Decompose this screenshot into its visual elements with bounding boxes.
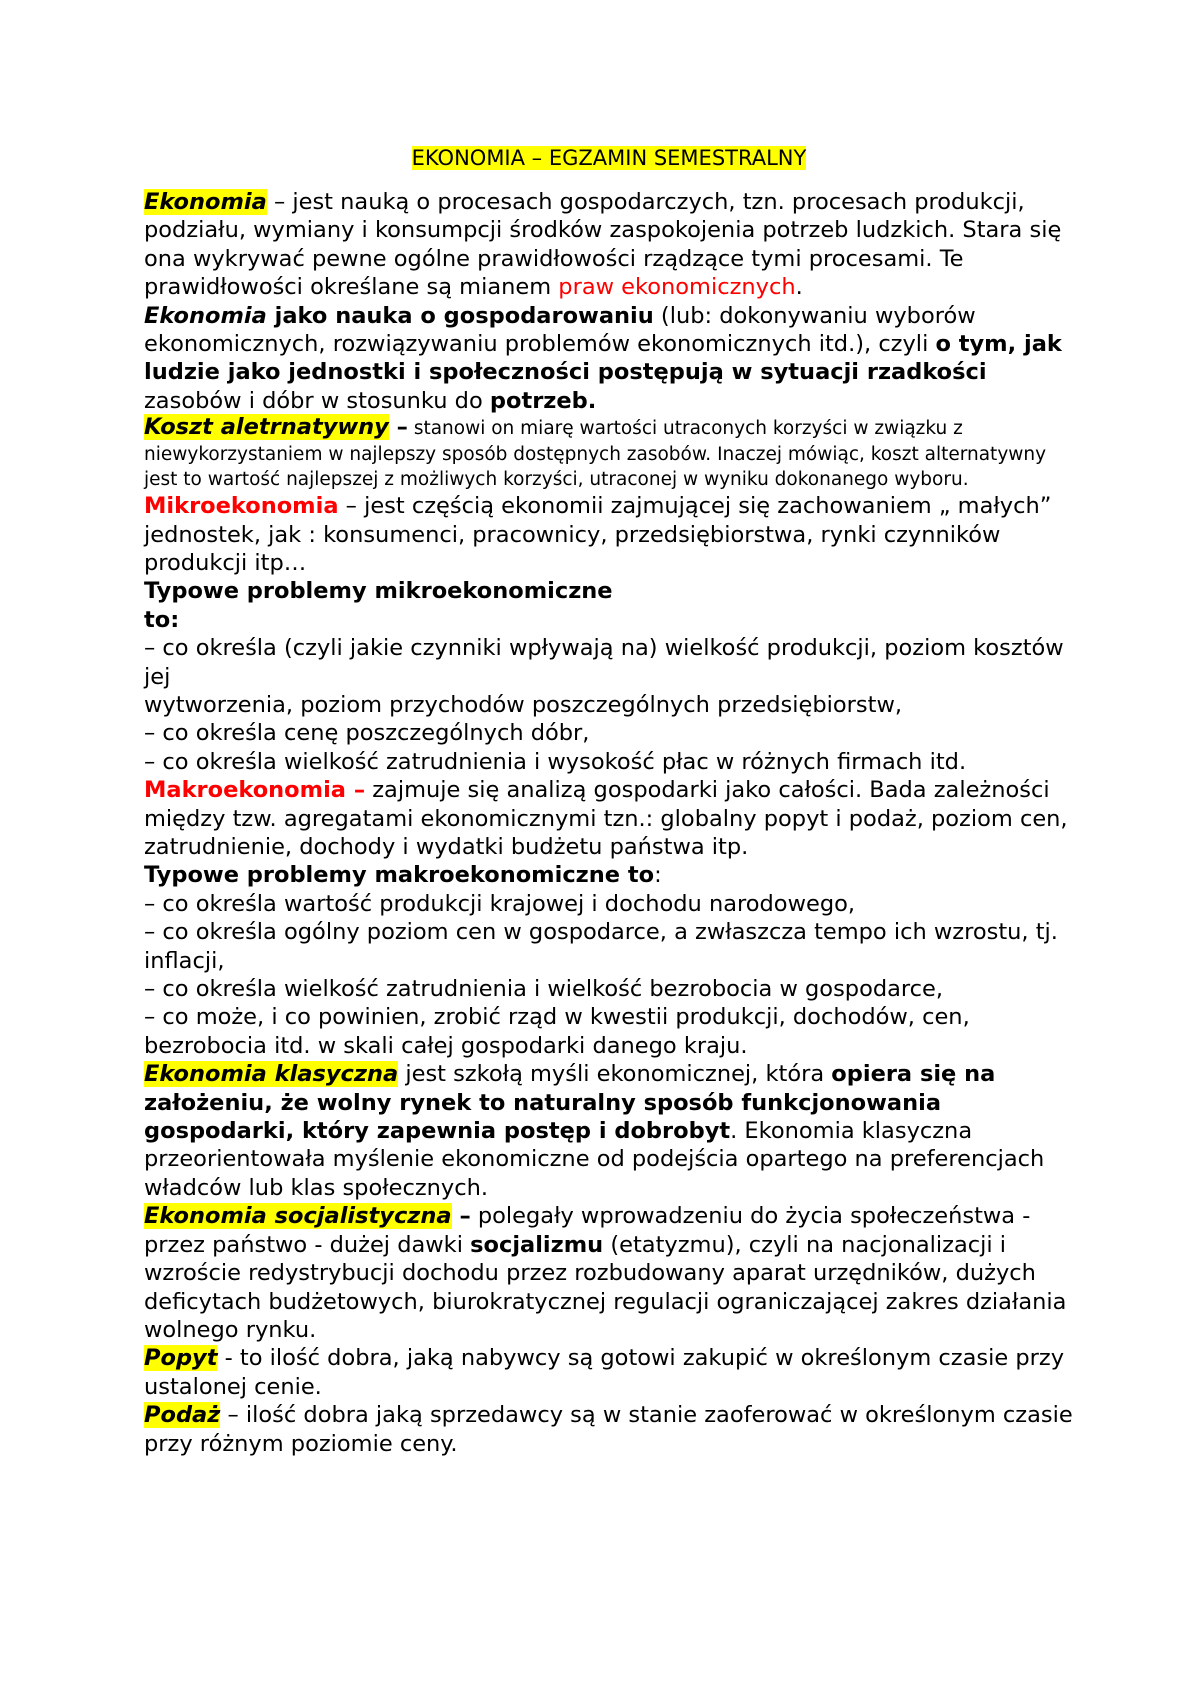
makroekonomia-definition: zajmuje się analizą gospodarki jako całości. Bada zależności między tzw. agregatami ekonomicznymi tzn.: globalny popyt i podaż, poziom cen, zatrudnienie, dochody i wydatki budżetu państwa itp. (144, 777, 1068, 861)
socjalizm-bold: socjalizmu (470, 1231, 604, 1258)
micro-heading-to: to: (144, 606, 180, 633)
paragraph-ekonomia (144, 188, 1074, 302)
socjalistyczna-text-1: polegały wprowadzeniu do życia społeczeństwa - przez państwo - dużej dawki (144, 1203, 1031, 1258)
socjalistyczna-text-2: (etatyzmu), czyli na nacjonalizacji i wzroście redystrybucji dochodu przez rozbudowany aparat urzędników, dużych deficytach budżetowych, biurokratycznej regulacji ograniczającej zakres działania wolnego rynku. (144, 1231, 1067, 1343)
micro-problem-1b: wytworzenia, poziom przychodów poszczególnych przedsiębiorstw, (144, 691, 903, 718)
koszt-dash: – (388, 414, 408, 441)
term-prawa-ekonomiczne: praw ekonomicznych (558, 274, 796, 301)
macro-problem-1: – co określa wartość produkcji krajowej i dochodu narodowego, (144, 890, 856, 917)
klasyczna-text-1: jest szkołą myśli ekonomicznej, która (398, 1061, 832, 1088)
term-mikroekonomia: Mikroekonomia (144, 493, 339, 520)
micro-problem-1a: – co określa (czyli jakie czynniki wpływają na) wielkość produkcji, poziom kosztów jej (144, 635, 1064, 690)
paragraph-podaz (144, 1401, 1074, 1458)
micro-heading: Typowe problemy mikroekonomiczne (144, 578, 613, 605)
paragraph-makroekonomia (144, 776, 1074, 861)
ekonomia-definition: – jest nauką o procesach gospodarczych, tzn. procesach produkcji, podziału, wymiany i konsumpcji środków zaspokojenia potrzeb ludzkich. Stara się ona wykrywać pewne ogólne prawidłowości rządzące tymi procesami. Te prawidłowości określane są mianem (144, 189, 1062, 301)
paragraph-popyt (144, 1344, 1074, 1401)
paragraph-mikroekonomia (144, 492, 1074, 577)
paragraph-macro-problems (144, 861, 1074, 1060)
paragraph-micro-problems (144, 577, 1074, 776)
document-title-text: EKONOMIA – EGZAMIN SEMESTRALNY (411, 146, 807, 170)
document-page (144, 138, 1074, 1458)
term-ekonomia-klasyczna: Ekonomia klasyczna (144, 1061, 399, 1088)
macro-problem-4: – co może, i co powinien, zrobić rząd w kwestii produkcji, dochodów, cen, bezrobocia itd. w skali całej gospodarki danego kraju. (144, 1004, 970, 1059)
ekonomia-definition-end: . (795, 274, 803, 301)
paragraph-koszt-alternatywny (144, 415, 1074, 492)
paragraph-ekonomia-gospodarowanie (144, 302, 1074, 416)
gospodarowanie-bold: jako nauka o gospodarowaniu (266, 302, 654, 329)
podaz-definition: – ilość dobra jaką sprzedawcy są w stanie zaoferować w określonym czasie przy różnym poziomie ceny. (144, 1402, 1073, 1457)
mikroekonomia-definition: – jest częścią ekonomii zajmującej się zachowaniem „ małych” jednostek, jak : konsumenci, pracownicy, przedsiębiorstwa, rynki czynników produkcji itp… (144, 493, 1052, 576)
paragraph-ekonomia-socjalistyczna (144, 1202, 1074, 1344)
potrzeby-bold: potrzeb. (489, 387, 597, 414)
term-ekonomia: Ekonomia (144, 189, 267, 215)
term-ekonomia-socjalistyczna: Ekonomia socjalistyczna (144, 1203, 452, 1230)
macro-problem-2: – co określa ogólny poziom cen w gospodarce, a zwłaszcza tempo ich wzrostu, tj. inflacji, (144, 919, 1058, 974)
paragraph-ekonomia-klasyczna (144, 1060, 1074, 1202)
gospodarowanie-text: (lub: dokonywaniu wyborów ekonomicznych, rozwiązywaniu problemów ekonomicznych itd.), czyli (144, 302, 976, 358)
document-title (144, 138, 1074, 178)
zasoby-text: zasobów i dóbr w stosunku do (144, 387, 490, 414)
term-ekonomia-2: Ekonomia (144, 302, 267, 329)
term-popyt: Popyt (144, 1345, 218, 1372)
klasyczna-text-2: . Ekonomia klasyczna przeorientowała myślenie ekonomiczne od podejścia opartego na preferencjach władców lub klas społecznych. (144, 1118, 1045, 1201)
macro-heading-line (144, 861, 1074, 889)
rzadkosc-bold: o tym, jak ludzie jako jednostki i społeczności postępują w sytuacji rzadkości (144, 331, 1062, 386)
term-koszt-alternatywny: Koszt aletrnatywny (144, 414, 389, 441)
micro-problem-3: – co określa wielkość zatrudnienia i wysokość płac w różnych firmach itd. (144, 748, 967, 775)
macro-colon: : (654, 862, 662, 889)
koszt-alternatywny-definition: stanowi on miarę wartości utraconych korzyści w związku z niewykorzystaniem w najlepszy sposób dostępnych zasobów. Inaczej mówiąc, koszt alternatywny jest to wartość najlepszej z możliwych korzyści, utraconej w wyniku dokonanego wyboru. (144, 418, 1047, 490)
micro-problem-2: – co określa cenę poszczególnych dóbr, (144, 720, 590, 747)
term-podaz: Podaż (144, 1402, 221, 1429)
klasyczna-bold: opiera się na założeniu, że wolny rynek to naturalny sposób funkcjonowania gospodarki, który zapewnia postęp i dobrobyt (144, 1061, 996, 1145)
socjalistyczna-dash: – (451, 1203, 471, 1230)
term-makroekonomia: Makroekonomia – (144, 777, 366, 804)
macro-problem-3: – co określa wielkość zatrudnienia i wielkość bezrobocia w gospodarce, (144, 976, 944, 1003)
macro-heading: Typowe problemy makroekonomiczne to (144, 862, 655, 889)
popyt-definition: - to ilość dobra, jaką nabywcy są gotowi zakupić w określonym czasie przy ustalonej cenie. (144, 1345, 1065, 1400)
